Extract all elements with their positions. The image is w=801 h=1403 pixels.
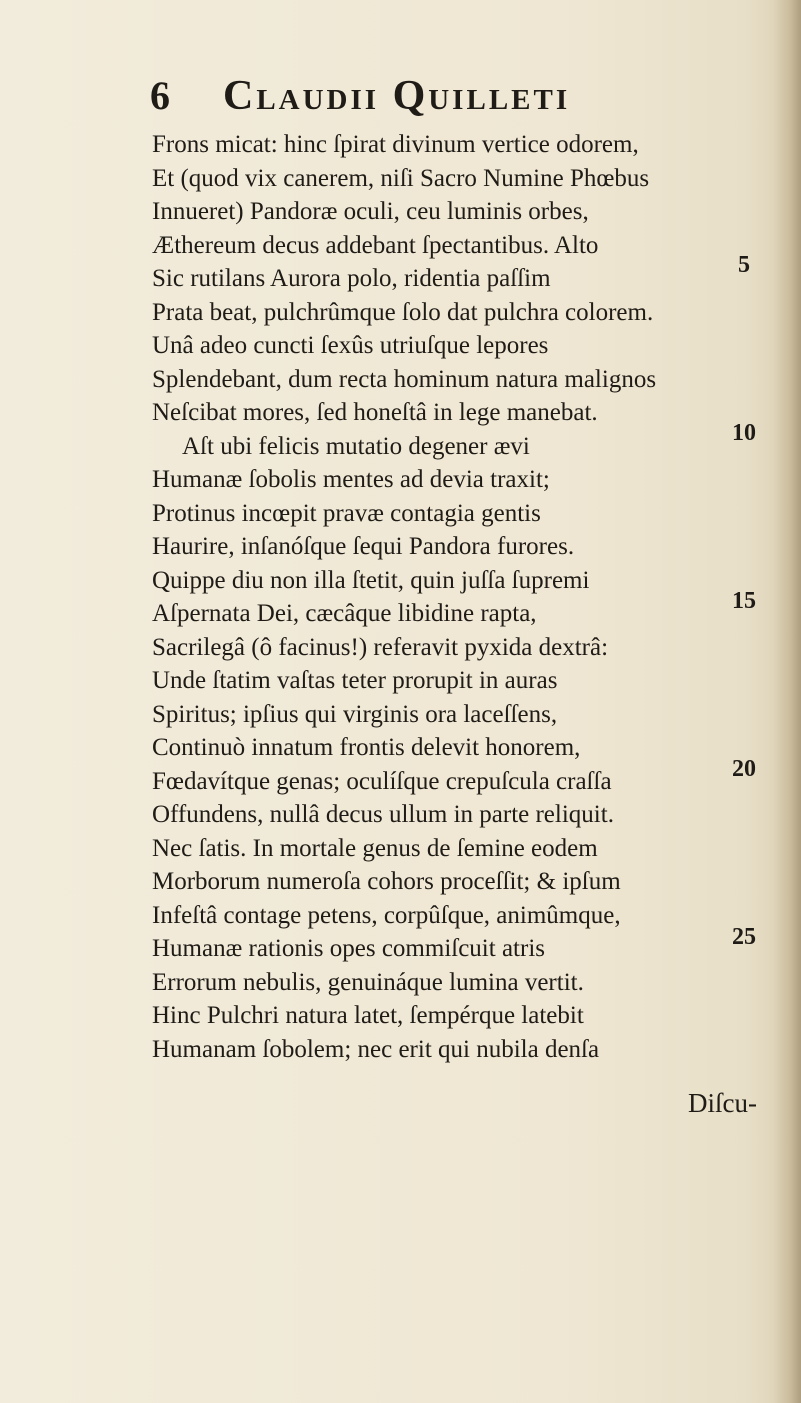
page-number: 6 (150, 73, 171, 118)
verse-line: Frons micat: hinc ſpirat divinum vertice odorem, (152, 131, 639, 158)
line-number: 5 (738, 252, 750, 278)
verse-block (152, 128, 732, 1066)
verse-line: Offundens, nullâ decus ullum in parte reliquit. (152, 801, 614, 828)
verse-line: Prata beat, pulchrûmque ſolo dat pulchra colorem. (152, 298, 654, 326)
verse-line: Nec ſatis. In mortale genus de ſemine eodem (152, 834, 598, 862)
verse-line: Unâ adeo cuncti ſexûs utriuſque lepores (152, 332, 549, 359)
verse-line: Aſpernata Dei, cæcâque libidine rapta, (152, 600, 537, 627)
verse-line: Æthereum decus addebant ſpectantibus. Alto (152, 231, 599, 259)
page-edge-shadow (773, 0, 801, 1403)
verse-line: Sacrilegâ (ô facinus!) referavit pyxida dextrâ: (152, 633, 609, 661)
verse-line: Splendebant, dum recta hominum natura malignos (152, 365, 657, 393)
verse-line: Sic rutilans Aurora polo, ridentia paſſim (152, 265, 551, 292)
verse-line: Continuò innatum frontis delevit honorem, (152, 734, 581, 761)
verse-line: Et (quod vix canerem, niſi Sacro Numine Phœbus (152, 164, 650, 192)
verse-line: Protinus incœpit pravæ contagia gentis (152, 499, 541, 527)
line-number: 15 (732, 588, 756, 614)
verse-line: Neſcibat mores, ſed honeſtâ in lege manebat. (152, 399, 598, 426)
verse-line: Humanæ rationis opes commiſcuit atris (152, 935, 545, 962)
line-number: 20 (732, 756, 756, 782)
verse-line: Hinc Pulchri natura latet, ſempérque latebit (152, 1002, 584, 1029)
line-number: 10 (732, 420, 756, 446)
line-number: 25 (732, 924, 756, 950)
verse-line: Humanam ſobolem; nec erit qui nubila denſa (152, 1035, 600, 1063)
running-head: Claudii Quilleti (223, 73, 571, 119)
verse-line: Spiritus; ipſius qui virginis ora laceſſens, (152, 700, 558, 728)
verse-line: Haurire, inſanóſque ſequi Pandora furores. (152, 533, 575, 560)
verse-line: Morborum numeroſa cohors proceſſit; & ipſum (152, 868, 621, 895)
verse-line: Humanæ ſobolis mentes ad devia traxit; (152, 466, 550, 493)
catchword: Diſcu- (688, 1088, 757, 1118)
verse-line: Errorum nebulis, genuináque lumina vertit. (152, 968, 584, 996)
verse-line: Unde ſtatim vaſtas teter prorupit in auras (152, 667, 558, 694)
verse-line: Quippe diu non illa ſtetit, quin juſſa ſupremi (152, 566, 590, 594)
page-header (150, 72, 570, 120)
verse-line: Fœdavítque genas; oculíſque crepuſcula craſſa (152, 767, 612, 795)
verse-line: Infeſtâ contage petens, corpûſque, animûmque, (152, 901, 621, 929)
verse-line: Aſt ubi felicis mutatio degener ævi (182, 432, 530, 460)
verse-line: Innueret) Pandoræ oculi, ceu luminis orbes, (152, 198, 589, 225)
